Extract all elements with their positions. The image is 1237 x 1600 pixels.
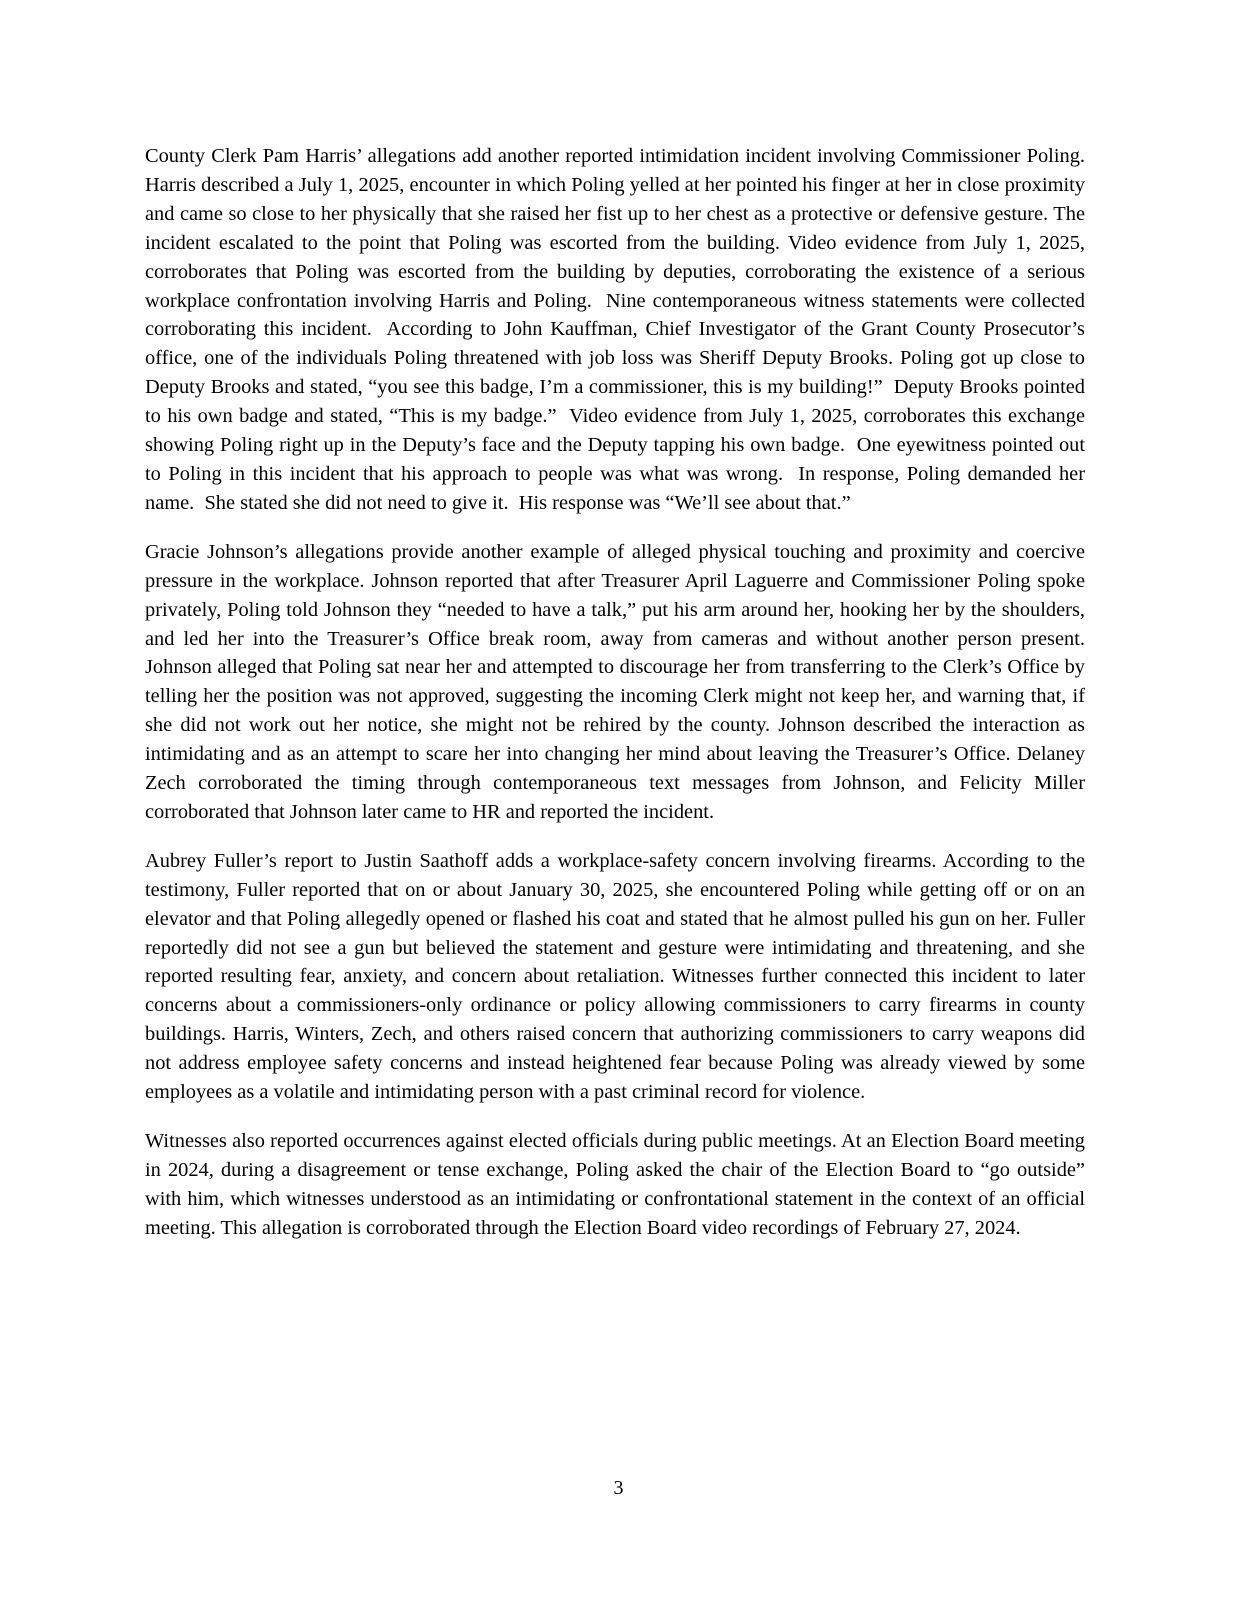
paragraph-johnson-allegations: Gracie Johnson’s allegations provide another example of alleged physical touching and proximity and coercive pressure in the workplace. Johnson reported that after Treasurer April Laguerre and Commissioner Poling spoke privately, Poling told Johnson they “needed to have a talk,” put his arm around her, hooking her by the shoulders, and led her into the Treasurer’s Office break room, away from cameras and without another person present. Johnson alleged that Poling sat near her and attempted to discourage her from transferring to the Clerk’s Office by telling her the position was not approved, suggesting the incoming Clerk might not keep her, and warning that, if she did not work out her notice, she might not be rehired by the county. Johnson described the interaction as intimidating and as an attempt to scare her into changing her mind about leaving the Treasurer’s Office. Delaney Zech corroborated the timing through contemporaneous text messages from Johnson, and Felicity Miller corroborated that Johnson later came to HR and reported the incident. [145,540,1091,823]
page-number: 3 [613,1477,624,1499]
document-body [145,142,1091,1263]
paragraph-fuller-firearms: Aubrey Fuller’s report to Justin Saathoff adds a workplace-safety concern involving firearms. According to the testimony, Fuller reported that on or about January 30, 2025, she encountered Poling while getting off or on an elevator and that Poling allegedly opened or flashed his coat and stated that he almost pulled his gun on her. Fuller reportedly did not see a gun but believed the statement and gesture were intimidating and threatening, and she reported resulting fear, anxiety, and concern about retaliation. Witnesses further connected this incident to later concerns about a commissioners-only ordinance or policy allowing commissioners to carry firearms in county buildings. Harris, Winters, Zech, and others raised concern that authorizing commissioners to carry weapons did not address employee safety concerns and instead heightened fear because Poling was already viewed by some employees as a volatile and intimidating person with a past criminal record for violence. [145,849,1091,1104]
paragraph-harris-incident: County Clerk Pam Harris’ allegations add another reported intimidation incident involving Commissioner Poling. Harris described a July 1, 2025, encounter in which Poling yelled at her pointed his finger at her in close proximity and came so close to her physically that she raised her fist up to her chest as a protective or defensive gesture. The incident escalated to the point that Poling was escorted from the building. Video evidence from July 1, 2025, corroborates that Poling was escorted from the building by deputies, corroborating the existence of a serious workplace confrontation involving Harris and Poling. Nine contemporaneous witness statements were collected corroborating this incident. According to John Kauffman, Chief Investigator of the Grant County Prosecutor’s office, one of the individuals Poling threatened with job loss was Sheriff Deputy Brooks. Poling got up close to Deputy Brooks and stated, “you see this badge, I’m a commissioner, this is my building!” Deputy Brooks pointed to his own badge and stated, “This is my badge.” Video evidence from July 1, 2025, corroborates this exchange showing Poling right up in the Deputy’s face and the Deputy tapping his own badge. One eyewitness pointed out to Poling in this incident that his approach to people was what was wrong. In response, Poling demanded her name. She stated she did not need to give it. His response was “We’ll see about that.” [145,145,1091,514]
paragraph-election-board: Witnesses also reported occurrences against elected officials during public meetings. At an Election Board meeting in 2024, during a disagreement or tense exchange, Poling asked the chair of the Election Board to “go outside” with him, which witnesses understood as an intimidating or confrontational statement in the context of an official meeting. This allegation is corroborated through the Election Board video recordings of February 27, 2024. [145,1130,1091,1239]
